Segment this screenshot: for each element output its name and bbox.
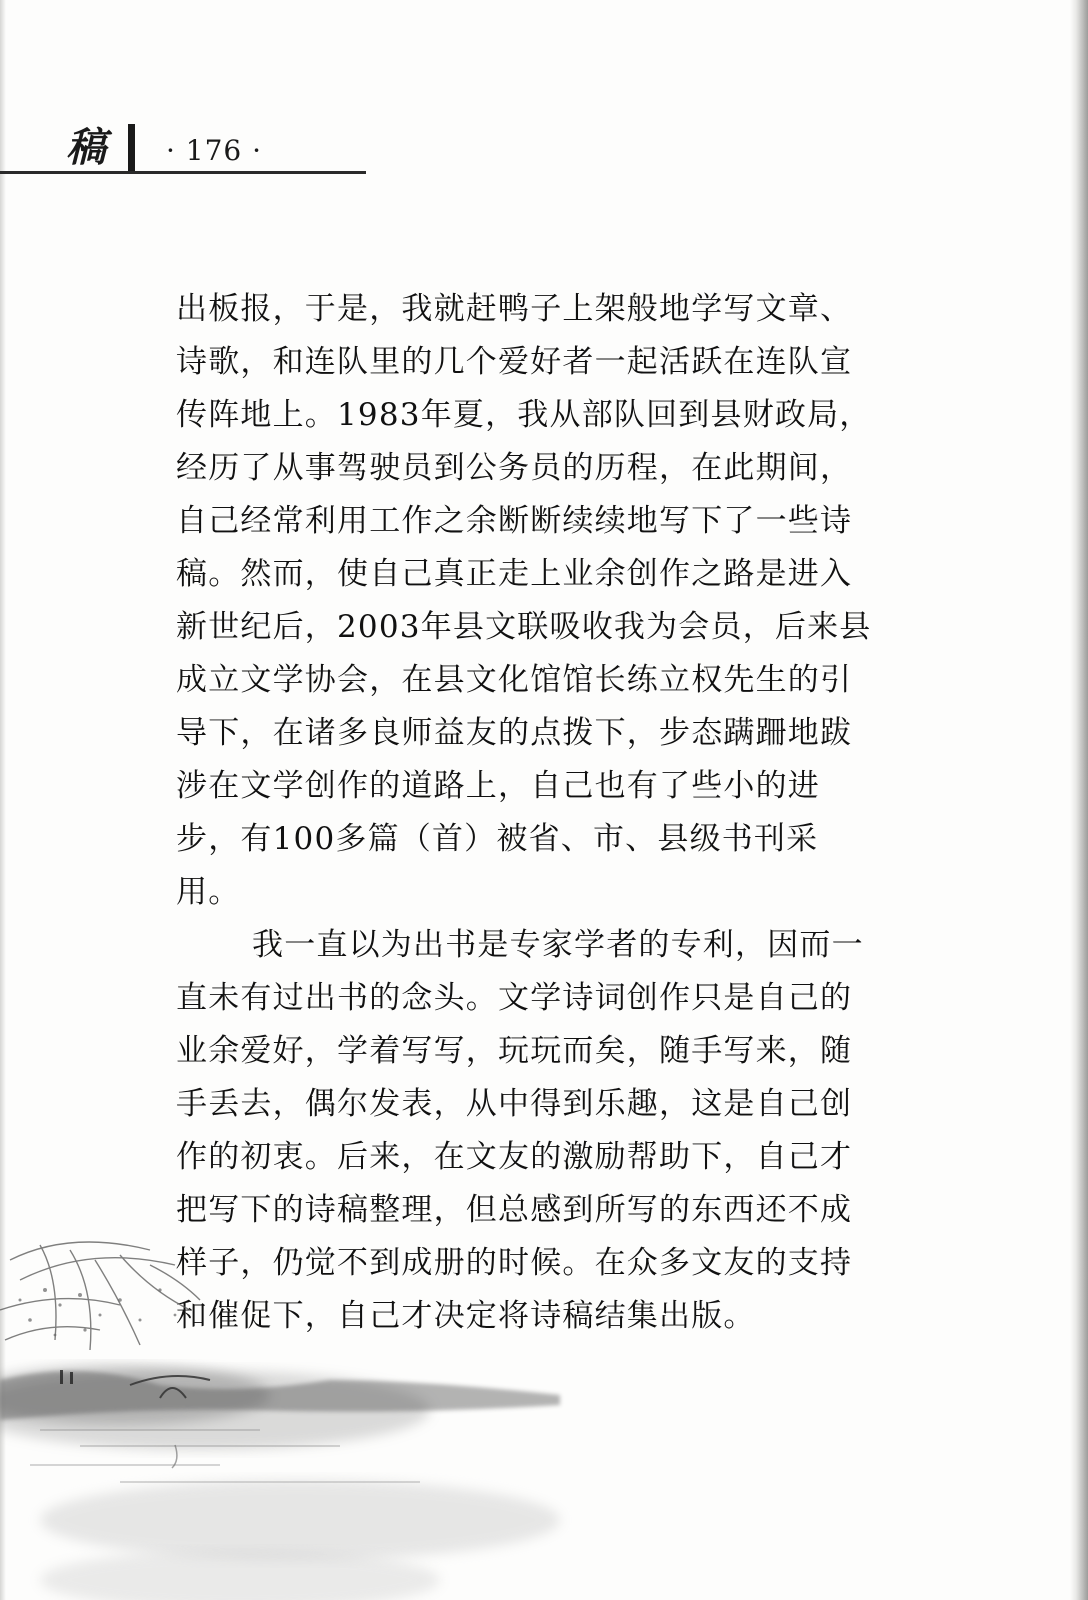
text-line: 步，有100多篇（首）被省、市、县级书刊采	[176, 821, 819, 857]
text-line: 样子，仍觉不到成册的时候。在众多文友的支持	[176, 1245, 853, 1281]
text-line: 直未有过出书的念头。文学诗词创作只是自己的	[176, 980, 853, 1016]
header-divider-bar	[128, 124, 135, 174]
text-line: 自己经常利用工作之余断断续续地写下了一些诗	[176, 503, 853, 539]
text-line: 新世纪后，2003年县文联吸收我为会员，后来县	[176, 609, 872, 645]
text-line: 出板报，于是，我就赶鸭子上架般地学写文章、	[176, 291, 853, 327]
header-rule	[0, 171, 366, 174]
text-line: 把写下的诗稿整理，但总感到所写的东西还不成	[176, 1192, 853, 1228]
text-line: 和催促下，自己才决定将诗稿结集出版。	[176, 1298, 756, 1334]
page-edge-shadow-right	[1070, 0, 1088, 1600]
text-line: 稿。然而，使自己真正走上业余创作之路是进入	[176, 556, 853, 592]
text-line: 经历了从事驾驶员到公务员的历程，在此期间，	[176, 450, 853, 486]
text-line: 用。	[176, 874, 241, 910]
page-number: · 176 ·	[166, 134, 263, 167]
ink-landscape-bridge-icon	[0, 1220, 620, 1600]
text-line: 导下，在诸多良师益友的点拨下，步态蹒跚地跋	[176, 715, 853, 751]
running-header	[0, 118, 370, 178]
text-line: 手丢去，偶尔发表，从中得到乐趣，这是自己创	[176, 1086, 853, 1122]
body-text	[176, 283, 936, 1343]
text-line: 涉在文学创作的道路上，自己也有了些小的进	[176, 768, 820, 804]
text-line: 诗歌，和连队里的几个爱好者一起活跃在连队宣	[176, 344, 853, 380]
text-line: 成立文学协会，在县文化馆馆长练立权先生的引	[176, 662, 853, 698]
text-line: 作的初衷。后来，在文友的激励帮助下，自己才	[176, 1139, 853, 1175]
text-line: 业余爱好，学着写写，玩玩而矣，随手写来，随	[176, 1033, 853, 1069]
text-line: 我一直以为出书是专家学者的专利，因而一	[252, 927, 864, 963]
running-title-glyph: 稿	[66, 124, 104, 171]
text-line: 传阵地上。1983年夏，我从部队回到县财政局，	[176, 397, 872, 433]
paragraph-1	[176, 283, 936, 919]
